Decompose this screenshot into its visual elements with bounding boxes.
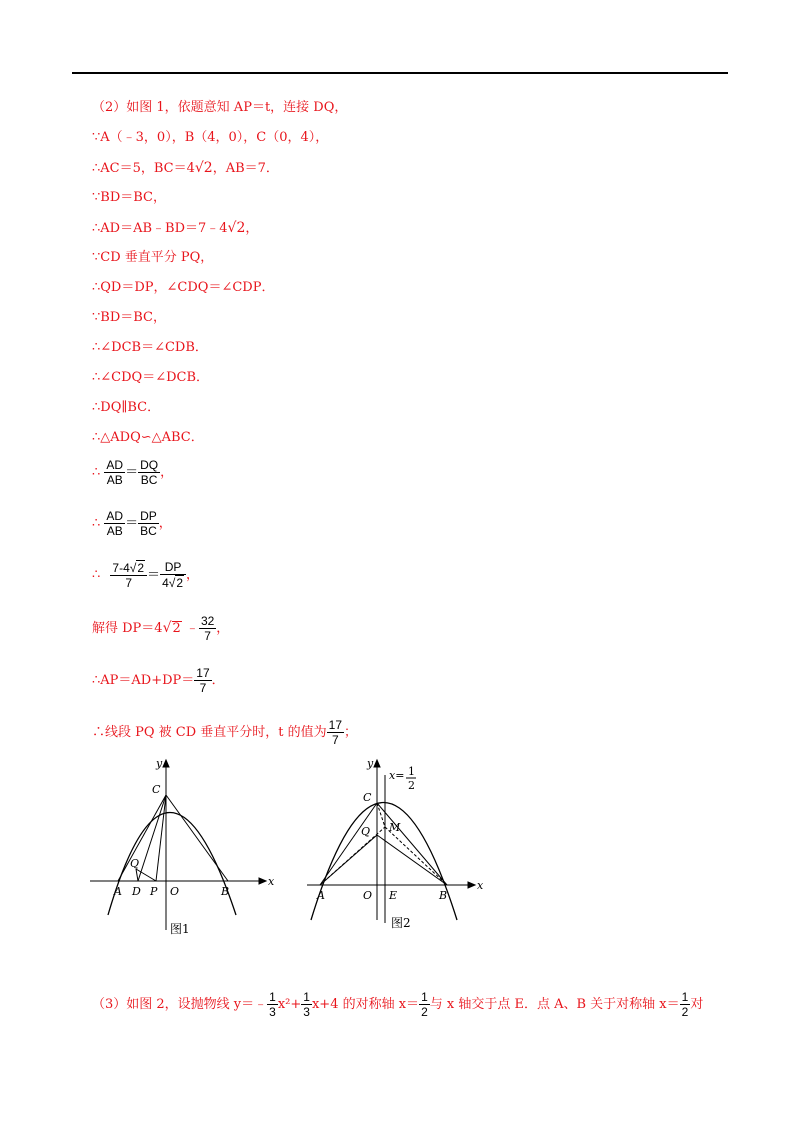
figure-2 (305, 755, 505, 945)
denominator: AB (106, 524, 123, 538)
label-c: C (363, 791, 372, 804)
line-10: ∴∠CDQ＝∠DCB． (92, 370, 210, 385)
denominator: 7 (199, 681, 207, 695)
segment-cp (156, 795, 166, 881)
label-y: y (367, 757, 374, 770)
denominator: 2 (421, 1005, 428, 1019)
denominator: 3 (269, 1005, 276, 1019)
numerator: 17 (328, 718, 343, 732)
fraction-1-2 (680, 990, 691, 1019)
numerator: AD (106, 509, 124, 523)
line-5-b: ， (245, 221, 259, 236)
label-x: x (477, 879, 484, 892)
numerator: 7-4√2 (110, 560, 147, 576)
sqrt-2: √2 (194, 160, 213, 176)
label-o: O (363, 889, 373, 902)
numerator: DP (160, 560, 186, 575)
therefore: ∴ (92, 567, 101, 583)
label-axis-num: 1 (408, 765, 415, 778)
fraction-ad-ab (104, 509, 125, 538)
denominator: 7 (204, 629, 211, 643)
fraction-1-3 (301, 990, 312, 1019)
y-axis-arrow (374, 760, 380, 767)
segment-qb (377, 835, 447, 885)
segment-ac (320, 803, 377, 885)
figure-1 (88, 755, 288, 945)
numerator: 17 (196, 666, 210, 680)
radicand: 2 (176, 576, 184, 590)
figure-1-caption: 图1 (170, 922, 190, 936)
part3-text-4: 与 x 轴交于点 E．点 A、B 关于对称轴 x＝ (429, 997, 680, 1012)
label-axis-den: 2 (408, 779, 415, 792)
denominator: BC (140, 524, 157, 538)
period: ． (211, 673, 225, 688)
line-2: ∵A（﹣3，0），B（4，0），C（0，4）， (92, 130, 329, 145)
fraction-1-2 (419, 990, 430, 1019)
label-a: A (317, 889, 325, 902)
ap-prefix: ∴AP＝AD+DP＝ (92, 673, 195, 688)
line-1: （2）如图 1，依题意知 AP＝t，连接 DQ， (92, 100, 348, 115)
label-axis-eq: x= (389, 769, 405, 782)
label-x: x (268, 875, 275, 888)
denominator: BC (140, 473, 158, 487)
label-p: P (150, 885, 158, 898)
line-6: ∵CD 垂直平分 PQ， (92, 250, 214, 265)
sqrt-symbol: √ (162, 620, 172, 636)
ratio-line-3 (92, 560, 199, 590)
line-5-a: ∴AD＝AB﹣BD＝7﹣4 (92, 221, 228, 236)
line-7: ∴QD＝DP，∠CDQ＝∠CDP． (92, 280, 275, 295)
label-y: y (156, 757, 163, 770)
semicolon: ； (344, 725, 358, 740)
denominator: 2 (681, 1005, 689, 1019)
therefore: ∴ (92, 516, 101, 531)
solve-prefix: 解得 DP＝4 (92, 621, 163, 636)
fraction-dp-bc (138, 509, 159, 538)
label-c: C (152, 783, 161, 796)
sqrt-2: √2 (227, 220, 246, 236)
line-5 (92, 220, 258, 237)
x-axis-arrow (468, 882, 475, 888)
x-axis-arrow (259, 878, 266, 884)
numerator: AD (106, 458, 124, 472)
radicand: 2 (172, 621, 181, 636)
numerator: 1 (681, 990, 689, 1004)
line-9: ∴∠DCB＝∠CDB． (92, 340, 208, 355)
part3-text-2: x²+ (277, 997, 302, 1012)
label-e: E (389, 889, 398, 902)
part-3-line (92, 990, 703, 1019)
fraction-1-3 (267, 990, 278, 1019)
parabola (311, 803, 457, 921)
fraction-ad-ab (104, 458, 125, 487)
line-4: ∵BD＝BC， (92, 190, 166, 205)
denominator: 7 (125, 576, 133, 590)
line-3-a: ∴AC＝5，BC＝4 (92, 161, 195, 176)
den-part: 4 (162, 576, 169, 590)
label-d: D (132, 885, 141, 898)
fraction-dp-over-4root2 (160, 560, 186, 590)
denominator: AB (106, 473, 123, 487)
part3-text-3: x+4 的对称轴 x＝ (311, 997, 420, 1012)
radicand: 2 (137, 561, 145, 575)
line-3-b: ，AB＝7． (212, 161, 279, 176)
ratio-line-1 (92, 458, 173, 487)
fraction-dq-bc (138, 458, 160, 487)
numerator: DP (140, 509, 157, 523)
denominator: 4√2 (162, 576, 184, 590)
line-3 (92, 160, 279, 177)
label-b: B (221, 885, 230, 898)
line-12: ∴△ADQ∽△ABC． (92, 430, 204, 445)
numerator: DQ (140, 458, 159, 472)
conclusion-prefix: ∴线段 PQ 被 CD 垂直平分时，t 的值为 (92, 725, 327, 740)
fraction-17-7 (327, 718, 344, 747)
figure-2-caption: 图2 (391, 916, 411, 930)
y-axis-arrow (163, 760, 169, 767)
label-b: B (439, 889, 448, 902)
segment-qd (136, 869, 138, 881)
numerator: 32 (200, 614, 215, 628)
segment-cb (377, 803, 447, 885)
part3-text-5: 对 (690, 997, 704, 1012)
num-part: 7-4 (112, 561, 130, 575)
line-8: ∵BD＝BC， (92, 310, 166, 325)
label-a: A (114, 885, 122, 898)
ap-line (92, 666, 225, 695)
ratio-line-2 (92, 509, 172, 538)
denominator: 3 (303, 1005, 310, 1019)
part3-text-1: （3）如图 2，设抛物线 y＝﹣ (92, 997, 268, 1012)
comma: ， (158, 516, 172, 531)
minus: ﹣ (185, 621, 199, 636)
segment-cb (166, 795, 228, 881)
numerator: 1 (269, 990, 276, 1004)
label-m: M (389, 821, 401, 834)
equals: ＝ (147, 567, 161, 583)
therefore: ∴ (92, 465, 101, 480)
comma: ， (186, 567, 200, 583)
label-q: Q (361, 825, 371, 838)
solve-line (92, 614, 229, 643)
comma: ， (160, 465, 174, 480)
fraction-32-7 (199, 614, 216, 643)
numerator: 1 (421, 990, 428, 1004)
dashed-mb (385, 827, 447, 885)
fraction-7-4root2-over-7 (110, 560, 147, 590)
conclusion-line (92, 718, 357, 747)
header-rule (72, 72, 728, 74)
comma: ， (216, 621, 230, 636)
label-o: O (170, 885, 180, 898)
equals: ＝ (125, 516, 139, 531)
denominator: 7 (332, 733, 339, 747)
equals: ＝ (125, 465, 139, 480)
line-11: ∴DQ∥BC． (92, 400, 161, 415)
fraction-17-7 (194, 666, 211, 695)
label-q: Q (130, 857, 140, 870)
numerator: 1 (303, 990, 310, 1004)
dashed-cm (377, 803, 385, 827)
